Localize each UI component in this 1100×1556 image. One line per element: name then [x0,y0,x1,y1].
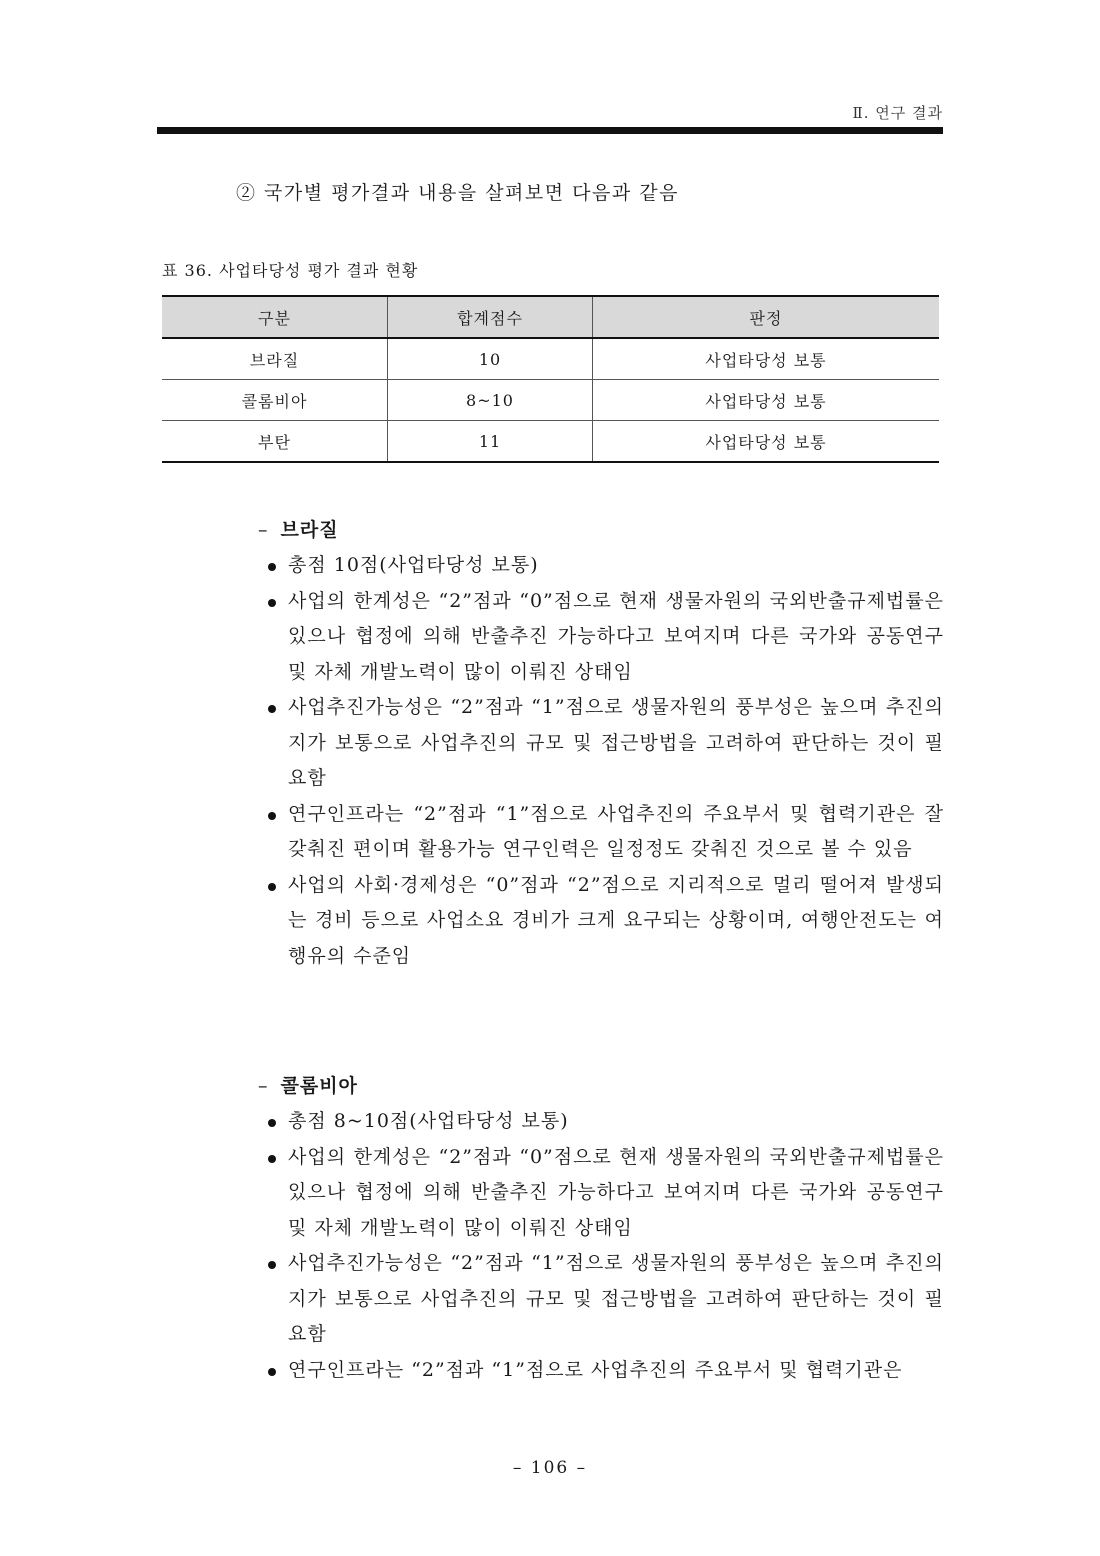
list-item [258,548,944,584]
table-cell-country: 브라질 [162,338,388,380]
bullet-dot-icon [268,1368,276,1376]
table-cell-verdict: 사업타당성 보통 [593,338,940,380]
bullet-list [258,1104,944,1388]
header-rule [157,127,943,134]
table-cell-verdict: 사업타당성 보통 [593,380,940,421]
intro-line: ② 국가별 평가결과 내용을 살펴보면 다음과 같음 [236,182,679,204]
table-cell-country: 부탄 [162,421,388,463]
table-row [162,380,939,421]
bullet-text: 사업의 한계성은 “2”점과 “0”점으로 현재 생물자원의 국외반출규제법률은 있으나 협정에 의해 반출추진 가능하다고 보여지며 다른 국가와 공동연구 및 자체 개발노력이 많이 이뤄진 상태임 [288,1145,944,1239]
table-header-cell: 판정 [593,296,940,338]
section-title [258,512,944,548]
section-title-text: 콜롬비아 [280,1075,358,1097]
bullet-text: 사업의 한계성은 “2”점과 “0”점으로 현재 생물자원의 국외반출규제법률은 있으나 협정에 의해 반출추진 가능하다고 보여지며 다른 국가와 공동연구 및 자체 개발노력이 많이 이뤄진 상태임 [288,589,944,683]
bullet-text: 사업추진가능성은 “2”점과 “1”점으로 생물자원의 풍부성은 높으며 추진의지가 보통으로 사업추진의 규모 및 접근방법을 고려하여 판단하는 것이 필요함 [288,696,944,789]
table-cell-score: 8~10 [388,380,593,421]
bullet-dot-icon [268,1155,276,1163]
bullet-text: 연구인프라는 “2”점과 “1”점으로 사업추진의 주요부서 및 협력기관은 잘 갖춰진 편이며 활용가능 연구인력은 일정정도 갖춰진 것으로 볼 수 있음 [288,802,944,860]
table-caption: 표 36. 사업타당성 평가 결과 현황 [162,261,419,280]
bullet-text: 총점 10점(사업타당성 보통) [288,554,539,576]
list-item [258,797,944,868]
page-number: – 106 – [512,1458,588,1478]
list-item [258,868,944,975]
table-header-cell: 구분 [162,296,388,338]
section-dash: – [258,1075,269,1097]
section-colombia [258,1068,944,1388]
list-item [258,584,944,691]
list-item [258,1104,944,1140]
table-row [162,421,939,463]
section-title-text: 브라질 [280,519,339,541]
bullet-text: 사업의 사회·경제성은 “0”점과 “2”점으로 지리적으로 멀리 떨어져 발생되는 경비 등으로 사업소요 경비가 크게 요구되는 상황이며, 여행안전도는 여행유의 수준임 [288,873,944,967]
table-cell-score: 11 [388,421,593,463]
section-brazil [258,512,944,974]
table-cell-score: 10 [388,338,593,380]
list-item [258,690,944,797]
bullet-dot-icon [268,1119,276,1127]
bullet-dot-icon [268,563,276,571]
section-title [258,1068,944,1104]
section-dash: – [258,519,269,541]
table-cell-verdict: 사업타당성 보통 [593,421,940,463]
evaluation-table [162,295,939,463]
bullet-dot-icon [268,599,276,607]
table-header-row [162,296,939,338]
bullet-dot-icon [268,705,276,713]
table-header-cell: 합계점수 [388,296,593,338]
list-item [258,1246,944,1353]
bullet-list [258,548,944,974]
bullet-dot-icon [268,883,276,891]
bullet-text: 연구인프라는 “2”점과 “1”점으로 사업추진의 주요부서 및 협력기관은 [288,1358,903,1381]
list-item [258,1140,944,1247]
running-header: Ⅱ. 연구 결과 [852,104,943,122]
bullet-text: 사업추진가능성은 “2”점과 “1”점으로 생물자원의 풍부성은 높으며 추진의지가 보통으로 사업추진의 규모 및 접근방법을 고려하여 판단하는 것이 필요함 [288,1252,944,1345]
table-row [162,338,939,380]
list-item [258,1353,944,1389]
table-cell-country: 콜롬비아 [162,380,388,421]
bullet-dot-icon [268,812,276,820]
bullet-text: 총점 8~10점(사업타당성 보통) [288,1110,569,1132]
bullet-dot-icon [268,1261,276,1269]
